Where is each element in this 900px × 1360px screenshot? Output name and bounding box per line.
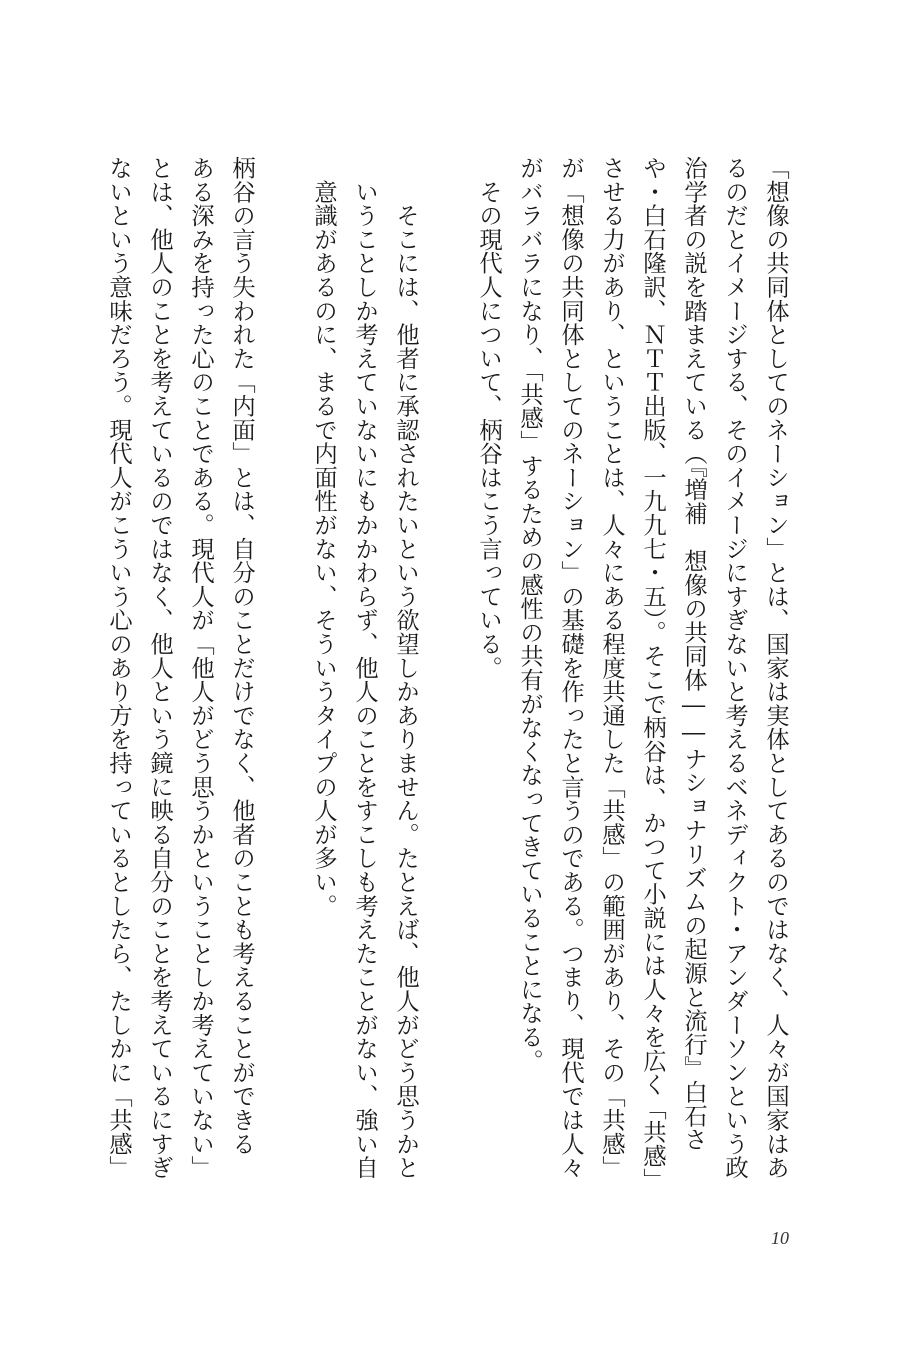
text-column-3: 治学者の説を踏まえている（『増補 想像の共同体――ナショナリズムの起源と流行』白石さ [680,156,707,1152]
quote-column-1: そこには、他者に承認されたいという欲望しかありません。たとえば、他人がどう思うかと [392,156,419,1180]
text-column-7: がバラバラになり、「共感」するための感性の共有がなくなってきていることになる。 [516,156,543,1073]
text-column-11: とは、他人のことを考えているのではなく、他人という鏡に映る自分のことを考えているにすぎ [146,156,173,1180]
text-column-5: させる力があり、ということは、人々にある程度共通した「共感」の範囲があり、その「共感」 [598,156,625,1180]
text-column-4: や・白石隆訳、ＮＴＴ出版、一九九七・五）。そこで柄谷は、かつて小説には人々を広く「共感」 [639,156,666,1192]
quote-column-2: いうことしか考えていないにもかかわらず、他人のことをすこしも考えたことがない、強い自 [351,156,378,1180]
text-column-6: が「想像の共同体としてのネーション」の基礎を作ったと言うのである。つまり、現代では人々 [557,156,584,1180]
text-column-10: ある深みを持った心のことである。現代人が「他人がどう思うかということしか考えていない」 [187,156,214,1180]
text-column-1: 「想像の共同体としてのネーション」とは、国家は実体としてあるのではなく、人々が国家はあ [762,156,789,1180]
text-column-12: ないという意味だろう。現代人がこういう心のあり方を持っているとしたら、たしかに「共感」 [105,156,132,1180]
quote-column-3: 意識があるのに、まるで内面性がない、そういうタイプの人が多い。 [310,156,337,918]
text-column-8: その現代人について、柄谷はこう言っている。 [475,156,502,680]
text-column-9: 柄谷の言う失われた「内面」とは、自分のことだけでなく、他者のことも考えることができる [228,156,255,1156]
page-number: 10 [771,1228,789,1248]
text-column-2: るのだとイメージする、そのイメージにすぎないと考えるベネディクト・アンダーソンという政 [721,156,748,1180]
